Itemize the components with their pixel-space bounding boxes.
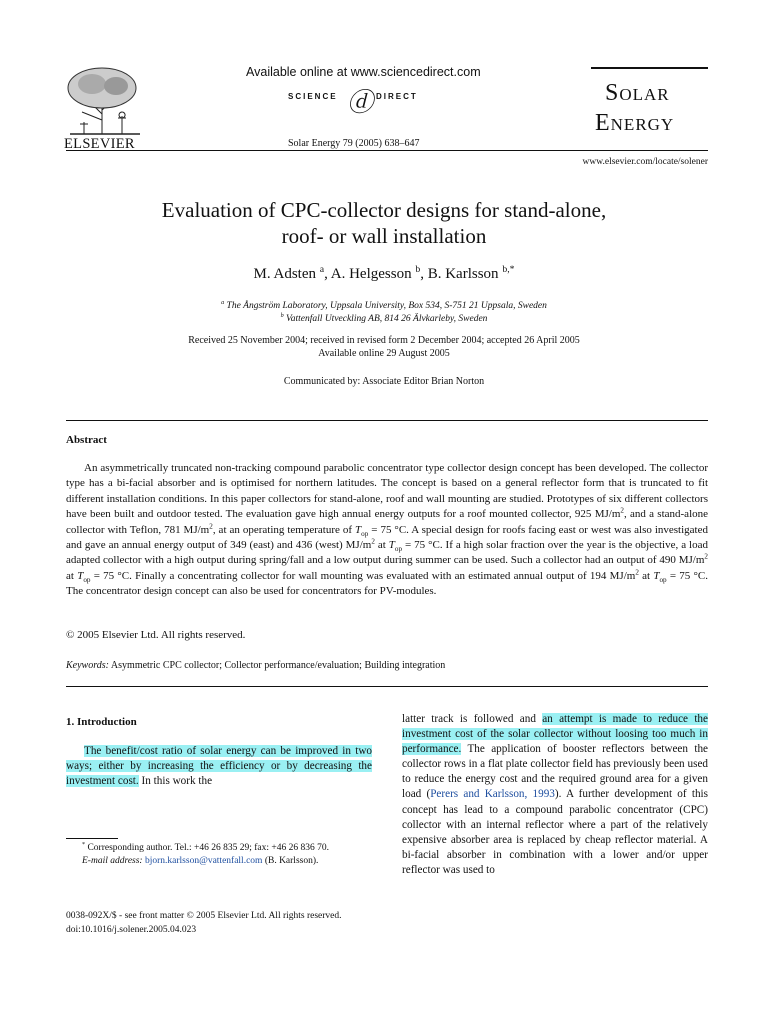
author-2: A. Helgesson xyxy=(330,266,412,282)
sciencedirect-right: DIRECT xyxy=(376,92,418,101)
intro-paragraph-1: The benefit/cost ratio of solar energy can be improved in two ways; either by increasing the efficiency or by decreasing the investment cost. In this work the xyxy=(66,745,372,788)
abstract-copyright: © 2005 Elsevier Ltd. All rights reserved. xyxy=(66,629,246,641)
abstract-heading: Abstract xyxy=(66,434,107,446)
section-heading-introduction: 1. Introduction xyxy=(66,716,137,728)
front-matter-line: 0038-092X/$ - see front matter © 2005 Elsevier Ltd. All rights reserved. xyxy=(66,911,342,921)
article-title xyxy=(0,197,768,249)
journal-name-line1: Solar xyxy=(605,80,670,106)
author-2-affil: b xyxy=(415,264,421,275)
journal-url[interactable]: www.elsevier.com/locate/solener xyxy=(582,157,708,167)
sciencedirect-logo xyxy=(288,84,448,117)
sciencedirect-d-icon: ⓓ xyxy=(347,88,374,117)
highlighted-text: The benefit/cost ratio of solar energy can be improved in two ways; either by increasing the efficiency or by decreasing the investment cost. xyxy=(66,745,372,788)
highlighted-text: an attempt is made to reduce the investment cost of the solar collector without loosing too much in performance. xyxy=(402,713,708,756)
affiliation-b: $^b$ Vattenfall Utveckling AB, 814 26 Älvkarleby, Sweden xyxy=(280,312,488,324)
abstract-body: An asymmetrically truncated non-tracking compound parabolic concentrator type collector design concept has been developed. The collector type has a bi-facial absorber and is optimised for northern latitudes. The concept is based on a general reflector form that is truncated to fit different installation conditions. In this paper collectors for stand-alone, roof and wall mounting are studied. Prototypes of six different collectors have been built and outdoor tested. The evaluation gave high annual energy outputs for a roof mounted collector, 925 $MJ/m^2$, and a stand-alone collector with Teflon, 781 $MJ/m^2$, at an operating temperature of $T_{op} = 75$ °C. A special design for roofs facing east or west was also investigated and gave an annual energy output of 349 (east) and 436 (west) $MJ/m^2$ at $T_{op} = 75$ °C. If a high solar fraction over the year is the objective, a load adapted collector with a high output during spring/fall and a low output during summer can be used. Such a collector had an output of 490 $MJ/m^2$ at $T_{op} = 75$ °C. Finally a concentrating collector for wall mounting was evaluated with an estimated annual output of 194 $MJ/m^2$ at $T_{op} = 75$ °C. The concentrator design concept can also be used for concentrators for PV-modules. xyxy=(66,462,709,598)
reference-link[interactable]: Perers and Karlsson, 1993 xyxy=(430,788,555,801)
article-title-line2: roof- or wall installation xyxy=(281,224,487,248)
author-list: M. Adsten $^a$, A. Helgesson $^b$, B. Karlsson $^{b,*}$ xyxy=(253,264,515,282)
footnote-rule xyxy=(66,838,118,839)
abstract-bottom-rule xyxy=(66,686,708,687)
author-1-affil: a xyxy=(319,264,325,275)
author-3-affil: b,* xyxy=(502,264,515,275)
author-1: M. Adsten xyxy=(253,266,316,282)
received-dates: Received 25 November 2004; received in revised form 2 December 2004; accepted 26 April 2005 xyxy=(188,335,580,346)
affiliation-a: $^a$ The Ångström Laboratory, Uppsala University, Box 534, S-751 21 Uppsala, Sweden xyxy=(221,299,547,311)
doi-line[interactable]: doi:10.1016/j.solener.2005.04.023 xyxy=(66,925,197,935)
footnote: * Corresponding author. Tel.: +46 26 835 29; fax: +46 26 836 70. E-mail address: bjorn.karlsson@vattenfall.com (B. Karlsson). xyxy=(82,841,330,867)
abstract-top-rule xyxy=(66,420,708,421)
author-3: B. Karlsson xyxy=(427,266,499,282)
keywords-label: Keywords: xyxy=(66,660,109,671)
journal-citation: Solar Energy 79 (2005) 638–647 xyxy=(288,138,420,149)
journal-name-box xyxy=(591,67,708,148)
available-online-text: Available online at www.sciencedirect.com xyxy=(246,65,481,79)
elsevier-tree-logo xyxy=(62,64,146,136)
keywords xyxy=(66,660,445,671)
available-date: Available online 29 August 2005 xyxy=(318,348,450,359)
email-link[interactable]: bjorn.karlsson@vattenfall.com xyxy=(144,856,263,867)
intro-right-column: latter track is followed and an attempt is made to reduce the investment cost of the solar collector without loosing too much in performance. The application of booster reflectors between the collector rows in a flat plate collector field has previously been used to reduce the energy cost and the required ground area for a given load (Perers and Karlsson, 1993). A further development of this concept has lead to a compound parabolic concentrator (CPC) collector with an internal reflector where a part of the relatively expensive absorber area is replaced by cheap reflector material. A bi-facial absorber in combination with a lower and/or upper reflector was used to xyxy=(402,713,708,876)
keywords-text: Asymmetric CPC collector; Collector performance/evaluation; Building integration xyxy=(110,660,446,671)
journal-name-line2: Energy xyxy=(595,110,675,136)
communicated-by: Communicated by: Associate Editor Brian Norton xyxy=(283,376,485,387)
publisher-name: ELSEVIER xyxy=(64,136,135,152)
header-rule xyxy=(66,150,708,151)
article-title-line1: Evaluation of CPC-collector designs for stand-alone, xyxy=(161,198,607,222)
sciencedirect-left: SCIENCE xyxy=(288,92,338,101)
